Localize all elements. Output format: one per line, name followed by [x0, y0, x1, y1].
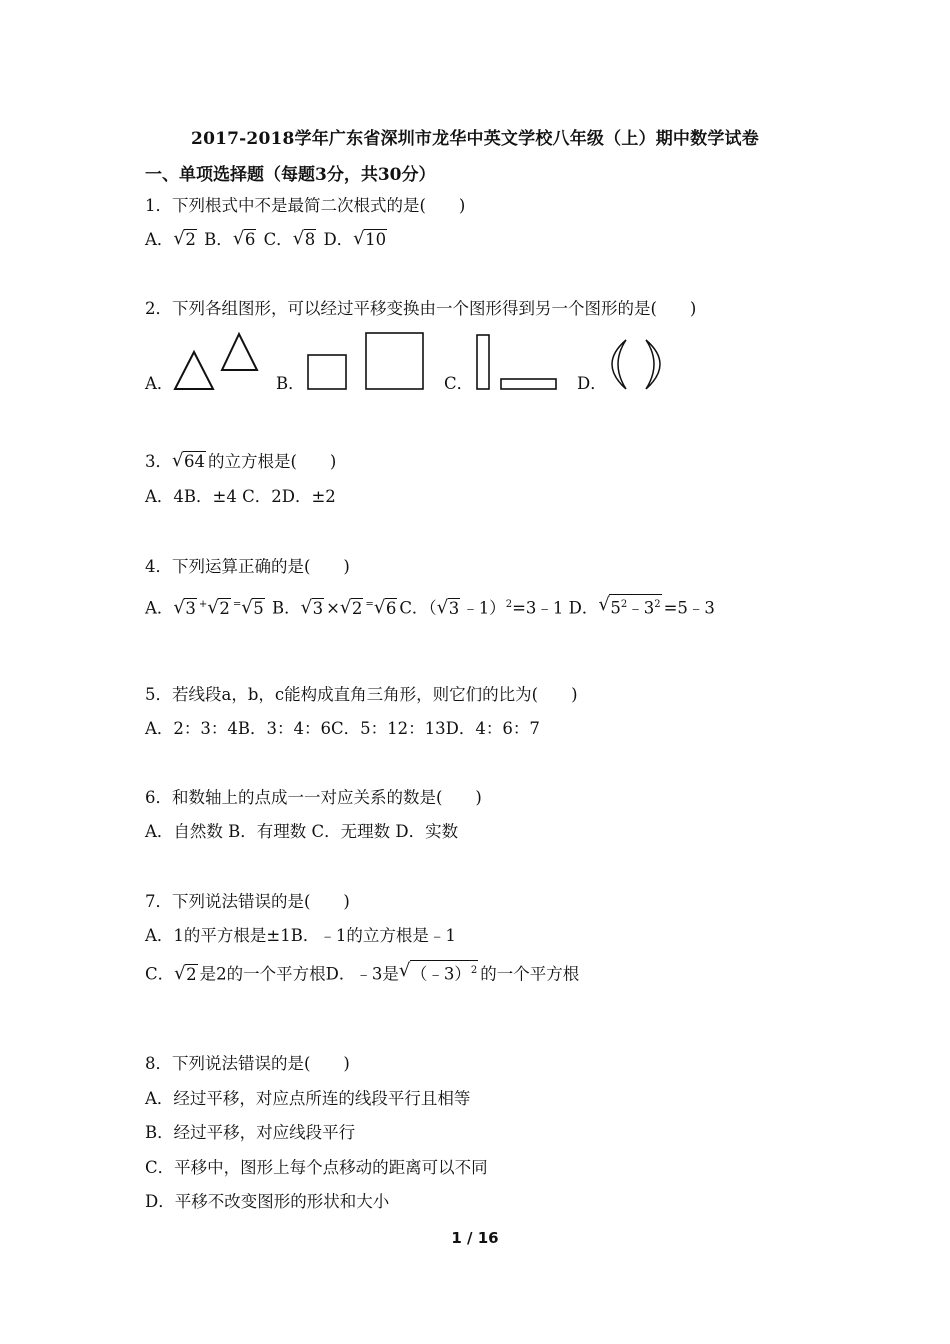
sqrt-sign: √ 3 [436, 596, 460, 618]
section-heading: 一、单项选择题（每题3分，共30分） [145, 165, 436, 185]
sqrt-sign: √ 10 [353, 228, 387, 249]
sqrt-sign: √ 6 [232, 228, 256, 249]
q8-stem: 8．下列说法错误的是( ) [145, 1054, 350, 1073]
q4-d-tail: =5﹣3 [663, 598, 715, 618]
q3-stem-tail: 的立方根是( ) [208, 452, 337, 471]
q1-stem: 1．下列根式中不是最简二次根式的是( ) [145, 196, 466, 215]
q7-options-cd [145, 960, 579, 987]
q1-a-radicand: 2 [185, 230, 196, 249]
q8-option-d: D．平移不改变图形的形状和大小 [145, 1192, 390, 1211]
q2-stem: 2．下列各组图形，可以经过平移变换由一个图形得到另一个图形的是( ) [145, 299, 697, 318]
q7-stem: 7．下列说法错误的是( ) [145, 892, 350, 911]
sqrt-sign: √ 6 [373, 596, 397, 618]
q3-number: 3． [145, 452, 172, 471]
q1-c-radicand: 8 [304, 230, 316, 249]
sqrt-sign: √ （﹣3）$^2$ [398, 960, 478, 984]
q6-options: A．自然数 B．有理数 C．无理数 D．实数 [145, 822, 459, 841]
plus-sign: + [198, 599, 208, 610]
q4-option-a-label: A． [145, 598, 174, 618]
q8-option-c: C．平移中，图形上每个点移动的距离可以不同 [145, 1158, 488, 1177]
q7-option-c-label: C． [145, 964, 175, 984]
q1-d-radicand: 10 [365, 230, 387, 249]
sqrt-sign: √ 2 [339, 596, 363, 618]
q7-c-tail: 是2的一个平方根D．﹣3是 [199, 964, 399, 984]
q2-figure-d-crescents [604, 336, 672, 394]
q1-b-radicand: 6 [244, 230, 256, 249]
q4-c-minus: ﹣1） [462, 598, 506, 618]
q7-d-tail: 的一个平方根 [480, 964, 580, 984]
q2-figure-b-squares [304, 330, 429, 392]
q3-options: A．4B．±4 C．2D．±2 [145, 487, 336, 506]
q2-option-c-label: C． [444, 374, 474, 393]
sqrt-sign: √ 2 [207, 596, 230, 618]
equals-sign: = [232, 599, 242, 610]
q3-stem [145, 450, 336, 474]
q2-option-b-label: B． [276, 374, 305, 393]
q4-options [145, 593, 715, 621]
sqrt-sign: √ 3 [173, 596, 196, 618]
q7-options-ab: A．1的平方根是±1B．﹣1的立方根是﹣1 [145, 926, 456, 945]
sqrt-sign: √ 5 [241, 596, 264, 618]
sqrt-sign: √ 2 [173, 228, 196, 249]
q1-option-b-label: B． [204, 230, 233, 249]
q2-option-a-label: A． [145, 374, 174, 393]
q1-option-a-label: A． [145, 230, 174, 249]
times-sign: × [326, 598, 340, 618]
q6-stem: 6．和数轴上的点成一一对应关系的数是( ) [145, 788, 482, 807]
q4-option-b-label: B． [271, 598, 301, 618]
q1-option-d-label: D． [323, 230, 354, 249]
q2-figure-c-rectangles [472, 330, 562, 392]
sqrt-sign: √ 64 [172, 450, 205, 471]
q4-option-c-label: C．（ [399, 598, 437, 618]
q4-c-exponent: 2 [505, 599, 513, 610]
q2-figure-a-triangles [170, 330, 265, 392]
sqrt-sign: √ $5^2﹣3^2$ [598, 594, 661, 618]
page-number: 1 / 16 [451, 1229, 499, 1247]
q2-option-d-label: D． [577, 374, 607, 393]
sqrt-sign: √ 3 [300, 596, 324, 618]
q1-option-c-label: C． [263, 230, 293, 249]
q4-stem: 4．下列运算正确的是( ) [145, 557, 350, 576]
q3-radicand: 64 [184, 452, 205, 471]
sqrt-sign: √ 2 [174, 962, 197, 984]
q5-options: A．2：3：4B．3：4：6C．5：12：13D．4：6：7 [145, 719, 540, 738]
equals-sign: = [365, 599, 374, 610]
q5-stem: 5．若线段a，b，c能构成直角三角形，则它们的比为( ) [145, 685, 578, 704]
page-title: 2017-2018学年广东省深圳市龙华中英文学校八年级（上）期中数学试卷 [191, 129, 759, 149]
sqrt-sign: √ 8 [292, 228, 316, 249]
q8-option-b: B．经过平移，对应线段平行 [145, 1123, 356, 1142]
q1-options [145, 228, 389, 252]
q8-option-a: A．经过平移，对应点所连的线段平行且相等 [145, 1089, 471, 1108]
q4-c-tail: =3﹣1 D． [512, 598, 599, 618]
